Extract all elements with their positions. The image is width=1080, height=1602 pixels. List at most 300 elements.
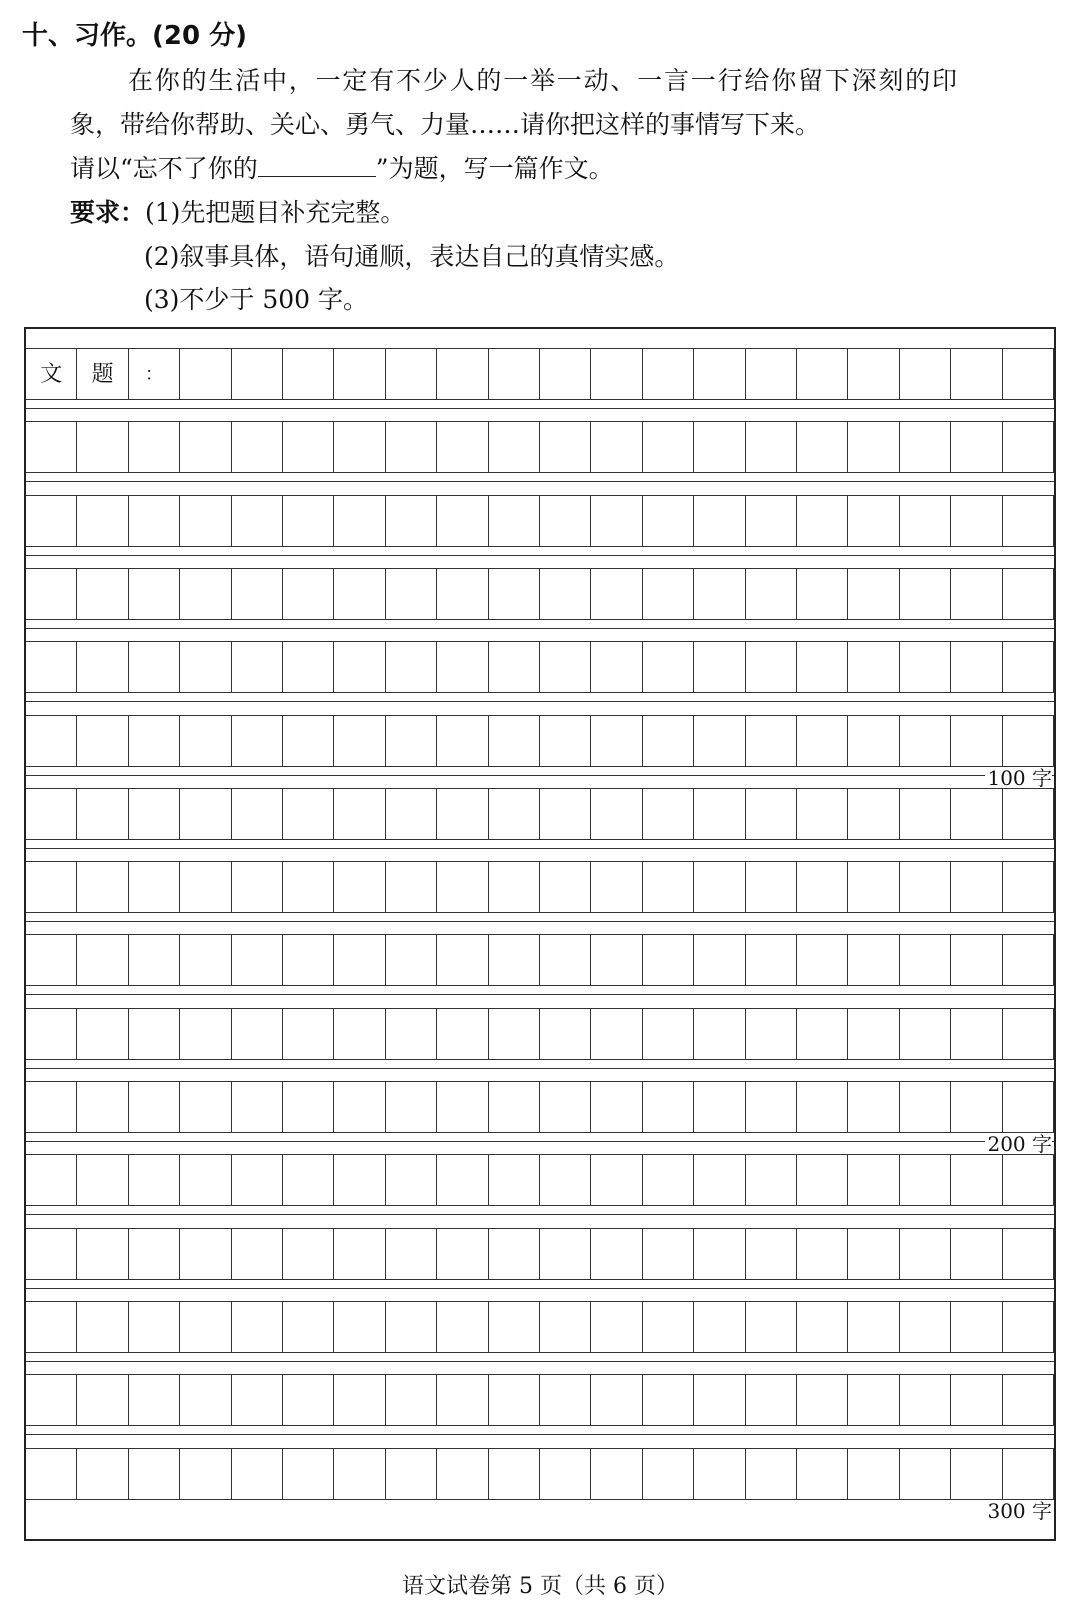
writing-cell[interactable] xyxy=(77,861,128,913)
writing-cell[interactable] xyxy=(283,1154,334,1206)
writing-cell[interactable] xyxy=(437,495,488,547)
writing-cell[interactable] xyxy=(334,568,385,620)
writing-cell[interactable] xyxy=(848,788,899,840)
writing-cell[interactable] xyxy=(129,1301,180,1353)
writing-cell[interactable] xyxy=(180,1081,231,1133)
writing-cell[interactable] xyxy=(591,495,642,547)
writing-cell[interactable] xyxy=(386,1008,437,1060)
writing-cell[interactable] xyxy=(232,788,283,840)
writing-cell[interactable] xyxy=(437,715,488,767)
writing-cell[interactable] xyxy=(900,715,951,767)
title-input-cell[interactable] xyxy=(643,348,694,400)
writing-cell[interactable] xyxy=(489,788,540,840)
writing-cell[interactable] xyxy=(848,421,899,473)
title-input-cell[interactable] xyxy=(386,348,437,400)
writing-cell[interactable] xyxy=(232,495,283,547)
writing-cell[interactable] xyxy=(283,715,334,767)
writing-cell[interactable] xyxy=(848,934,899,986)
writing-cell[interactable] xyxy=(797,934,848,986)
writing-cell[interactable] xyxy=(540,1301,591,1353)
writing-cell[interactable] xyxy=(283,1008,334,1060)
writing-cell[interactable] xyxy=(540,934,591,986)
writing-cell[interactable] xyxy=(26,934,77,986)
writing-cell[interactable] xyxy=(746,641,797,693)
writing-cell[interactable] xyxy=(129,1228,180,1280)
writing-cell[interactable] xyxy=(437,1081,488,1133)
writing-cell[interactable] xyxy=(26,1154,77,1206)
writing-cell[interactable] xyxy=(900,1154,951,1206)
writing-cell[interactable] xyxy=(232,861,283,913)
writing-cell[interactable] xyxy=(591,568,642,620)
writing-cell[interactable] xyxy=(951,1081,1002,1133)
writing-cell[interactable] xyxy=(283,421,334,473)
writing-cell[interactable] xyxy=(643,1301,694,1353)
writing-cell[interactable] xyxy=(129,641,180,693)
writing-cell[interactable] xyxy=(489,1374,540,1426)
writing-cell[interactable] xyxy=(848,715,899,767)
writing-cell[interactable] xyxy=(848,861,899,913)
writing-cell[interactable] xyxy=(437,934,488,986)
writing-cell[interactable] xyxy=(746,1374,797,1426)
writing-cell[interactable] xyxy=(26,715,77,767)
writing-cell[interactable] xyxy=(489,1008,540,1060)
writing-cell[interactable] xyxy=(900,1448,951,1500)
writing-cell[interactable] xyxy=(746,568,797,620)
writing-cell[interactable] xyxy=(951,1008,1002,1060)
title-blank[interactable] xyxy=(258,154,376,177)
writing-cell[interactable] xyxy=(900,934,951,986)
writing-cell[interactable] xyxy=(489,1448,540,1500)
title-input-cell[interactable] xyxy=(437,348,488,400)
writing-cell[interactable] xyxy=(1003,1448,1054,1500)
writing-cell[interactable] xyxy=(489,934,540,986)
writing-cell[interactable] xyxy=(951,495,1002,547)
writing-cell[interactable] xyxy=(951,861,1002,913)
writing-cell[interactable] xyxy=(232,641,283,693)
writing-cell[interactable] xyxy=(1003,1008,1054,1060)
writing-cell[interactable] xyxy=(951,715,1002,767)
writing-cell[interactable] xyxy=(1003,1081,1054,1133)
writing-cell[interactable] xyxy=(643,568,694,620)
writing-cell[interactable] xyxy=(232,568,283,620)
writing-cell[interactable] xyxy=(540,568,591,620)
writing-cell[interactable] xyxy=(643,495,694,547)
writing-cell[interactable] xyxy=(797,568,848,620)
writing-cell[interactable] xyxy=(283,861,334,913)
writing-cell[interactable] xyxy=(437,1008,488,1060)
writing-cell[interactable] xyxy=(386,1228,437,1280)
writing-cell[interactable] xyxy=(77,1008,128,1060)
writing-cell[interactable] xyxy=(77,1301,128,1353)
writing-cell[interactable] xyxy=(437,1301,488,1353)
title-input-cell[interactable] xyxy=(591,348,642,400)
writing-cell[interactable] xyxy=(386,421,437,473)
writing-cell[interactable] xyxy=(951,1228,1002,1280)
title-input-cell[interactable] xyxy=(283,348,334,400)
writing-cell[interactable] xyxy=(694,861,745,913)
writing-cell[interactable] xyxy=(848,1154,899,1206)
writing-cell[interactable] xyxy=(797,641,848,693)
writing-cell[interactable] xyxy=(1003,1301,1054,1353)
writing-cell[interactable] xyxy=(797,1081,848,1133)
writing-cell[interactable] xyxy=(540,641,591,693)
writing-cell[interactable] xyxy=(334,421,385,473)
writing-cell[interactable] xyxy=(797,1448,848,1500)
writing-cell[interactable] xyxy=(540,715,591,767)
writing-cell[interactable] xyxy=(180,715,231,767)
writing-cell[interactable] xyxy=(694,568,745,620)
writing-cell[interactable] xyxy=(232,1154,283,1206)
writing-cell[interactable] xyxy=(437,421,488,473)
writing-cell[interactable] xyxy=(848,641,899,693)
writing-cell[interactable] xyxy=(694,1301,745,1353)
writing-cell[interactable] xyxy=(232,1008,283,1060)
writing-cell[interactable] xyxy=(129,421,180,473)
writing-cell[interactable] xyxy=(437,1374,488,1426)
writing-cell[interactable] xyxy=(334,1301,385,1353)
writing-cell[interactable] xyxy=(180,1448,231,1500)
writing-cell[interactable] xyxy=(951,568,1002,620)
writing-cell[interactable] xyxy=(232,1448,283,1500)
writing-cell[interactable] xyxy=(848,568,899,620)
writing-cell[interactable] xyxy=(26,421,77,473)
writing-cell[interactable] xyxy=(746,934,797,986)
writing-cell[interactable] xyxy=(26,1448,77,1500)
writing-cell[interactable] xyxy=(334,1081,385,1133)
writing-cell[interactable] xyxy=(334,1374,385,1426)
writing-cell[interactable] xyxy=(232,934,283,986)
writing-cell[interactable] xyxy=(746,421,797,473)
writing-cell[interactable] xyxy=(26,641,77,693)
writing-cell[interactable] xyxy=(797,1301,848,1353)
writing-cell[interactable] xyxy=(1003,934,1054,986)
writing-cell[interactable] xyxy=(643,1374,694,1426)
writing-cell[interactable] xyxy=(643,788,694,840)
writing-cell[interactable] xyxy=(797,1154,848,1206)
writing-cell[interactable] xyxy=(77,1081,128,1133)
writing-cell[interactable] xyxy=(386,1301,437,1353)
writing-cell[interactable] xyxy=(334,1448,385,1500)
writing-cell[interactable] xyxy=(591,1374,642,1426)
title-input-cell[interactable] xyxy=(951,348,1002,400)
writing-cell[interactable] xyxy=(540,1081,591,1133)
writing-cell[interactable] xyxy=(26,788,77,840)
writing-cell[interactable] xyxy=(129,1448,180,1500)
writing-cell[interactable] xyxy=(1003,1374,1054,1426)
writing-cell[interactable] xyxy=(694,934,745,986)
writing-cell[interactable] xyxy=(746,1448,797,1500)
writing-cell[interactable] xyxy=(26,1301,77,1353)
writing-cell[interactable] xyxy=(180,1374,231,1426)
writing-cell[interactable] xyxy=(1003,1228,1054,1280)
writing-cell[interactable] xyxy=(180,788,231,840)
writing-cell[interactable] xyxy=(232,1301,283,1353)
writing-cell[interactable] xyxy=(1003,641,1054,693)
writing-cell[interactable] xyxy=(900,568,951,620)
writing-cell[interactable] xyxy=(643,715,694,767)
writing-cell[interactable] xyxy=(694,1154,745,1206)
writing-cell[interactable] xyxy=(540,1374,591,1426)
writing-cell[interactable] xyxy=(591,1228,642,1280)
writing-cell[interactable] xyxy=(334,1228,385,1280)
writing-cell[interactable] xyxy=(1003,1154,1054,1206)
writing-cell[interactable] xyxy=(77,1374,128,1426)
writing-cell[interactable] xyxy=(180,1301,231,1353)
writing-cell[interactable] xyxy=(591,934,642,986)
writing-cell[interactable] xyxy=(283,1301,334,1353)
writing-cell[interactable] xyxy=(797,421,848,473)
writing-cell[interactable] xyxy=(283,495,334,547)
writing-cell[interactable] xyxy=(797,1228,848,1280)
writing-cell[interactable] xyxy=(489,1228,540,1280)
writing-cell[interactable] xyxy=(540,1228,591,1280)
title-input-cell[interactable] xyxy=(694,348,745,400)
writing-cell[interactable] xyxy=(489,421,540,473)
writing-cell[interactable] xyxy=(540,421,591,473)
writing-cell[interactable] xyxy=(643,1448,694,1500)
writing-cell[interactable] xyxy=(129,861,180,913)
writing-cell[interactable] xyxy=(77,421,128,473)
writing-cell[interactable] xyxy=(437,788,488,840)
writing-cell[interactable] xyxy=(283,1374,334,1426)
writing-cell[interactable] xyxy=(77,934,128,986)
writing-cell[interactable] xyxy=(334,861,385,913)
writing-cell[interactable] xyxy=(26,1081,77,1133)
writing-cell[interactable] xyxy=(77,1448,128,1500)
title-input-cell[interactable] xyxy=(180,348,231,400)
writing-cell[interactable] xyxy=(334,1008,385,1060)
writing-cell[interactable] xyxy=(232,715,283,767)
writing-cell[interactable] xyxy=(900,641,951,693)
writing-cell[interactable] xyxy=(746,1008,797,1060)
writing-cell[interactable] xyxy=(694,1228,745,1280)
writing-cell[interactable] xyxy=(334,1154,385,1206)
writing-cell[interactable] xyxy=(386,934,437,986)
writing-cell[interactable] xyxy=(746,715,797,767)
writing-cell[interactable] xyxy=(489,1081,540,1133)
writing-cell[interactable] xyxy=(797,788,848,840)
writing-cell[interactable] xyxy=(386,495,437,547)
writing-cell[interactable] xyxy=(951,1448,1002,1500)
writing-cell[interactable] xyxy=(591,861,642,913)
writing-cell[interactable] xyxy=(900,1008,951,1060)
writing-cell[interactable] xyxy=(129,934,180,986)
writing-cell[interactable] xyxy=(489,1301,540,1353)
writing-cell[interactable] xyxy=(437,1154,488,1206)
writing-cell[interactable] xyxy=(951,934,1002,986)
writing-cell[interactable] xyxy=(180,568,231,620)
writing-cell[interactable] xyxy=(180,861,231,913)
writing-cell[interactable] xyxy=(797,1374,848,1426)
writing-cell[interactable] xyxy=(694,1374,745,1426)
writing-cell[interactable] xyxy=(643,1008,694,1060)
writing-cell[interactable] xyxy=(232,421,283,473)
writing-cell[interactable] xyxy=(386,568,437,620)
writing-cell[interactable] xyxy=(643,641,694,693)
writing-cell[interactable] xyxy=(129,715,180,767)
writing-cell[interactable] xyxy=(437,1228,488,1280)
writing-cell[interactable] xyxy=(180,1154,231,1206)
writing-cell[interactable] xyxy=(283,934,334,986)
writing-cell[interactable] xyxy=(643,1154,694,1206)
writing-cell[interactable] xyxy=(77,715,128,767)
writing-cell[interactable] xyxy=(900,1228,951,1280)
writing-cell[interactable] xyxy=(900,861,951,913)
writing-cell[interactable] xyxy=(797,495,848,547)
writing-cell[interactable] xyxy=(694,641,745,693)
writing-cell[interactable] xyxy=(643,421,694,473)
writing-cell[interactable] xyxy=(180,495,231,547)
writing-cell[interactable] xyxy=(129,1081,180,1133)
writing-cell[interactable] xyxy=(129,495,180,547)
writing-cell[interactable] xyxy=(1003,495,1054,547)
writing-cell[interactable] xyxy=(334,495,385,547)
writing-cell[interactable] xyxy=(489,641,540,693)
writing-cell[interactable] xyxy=(129,1008,180,1060)
writing-cell[interactable] xyxy=(900,1374,951,1426)
writing-cell[interactable] xyxy=(386,1448,437,1500)
writing-cell[interactable] xyxy=(900,1081,951,1133)
title-input-cell[interactable] xyxy=(797,348,848,400)
writing-cell[interactable] xyxy=(1003,715,1054,767)
writing-cell[interactable] xyxy=(129,568,180,620)
writing-cell[interactable] xyxy=(26,495,77,547)
writing-cell[interactable] xyxy=(386,1374,437,1426)
writing-cell[interactable] xyxy=(643,1228,694,1280)
writing-cell[interactable] xyxy=(694,788,745,840)
writing-cell[interactable] xyxy=(694,495,745,547)
writing-cell[interactable] xyxy=(746,1081,797,1133)
writing-cell[interactable] xyxy=(797,861,848,913)
writing-cell[interactable] xyxy=(180,1228,231,1280)
writing-cell[interactable] xyxy=(591,421,642,473)
title-input-cell[interactable] xyxy=(489,348,540,400)
writing-cell[interactable] xyxy=(746,861,797,913)
writing-cell[interactable] xyxy=(437,641,488,693)
writing-cell[interactable] xyxy=(1003,861,1054,913)
writing-cell[interactable] xyxy=(77,568,128,620)
writing-cell[interactable] xyxy=(746,1228,797,1280)
writing-cell[interactable] xyxy=(129,788,180,840)
writing-cell[interactable] xyxy=(694,1448,745,1500)
writing-cell[interactable] xyxy=(232,1374,283,1426)
writing-cell[interactable] xyxy=(951,1301,1002,1353)
writing-cell[interactable] xyxy=(694,1008,745,1060)
writing-cell[interactable] xyxy=(77,1154,128,1206)
writing-cell[interactable] xyxy=(180,1008,231,1060)
writing-cell[interactable] xyxy=(540,1008,591,1060)
writing-cell[interactable] xyxy=(489,568,540,620)
writing-cell[interactable] xyxy=(334,788,385,840)
writing-cell[interactable] xyxy=(540,1448,591,1500)
writing-cell[interactable] xyxy=(180,421,231,473)
writing-cell[interactable] xyxy=(77,641,128,693)
writing-cell[interactable] xyxy=(848,1448,899,1500)
writing-cell[interactable] xyxy=(26,1374,77,1426)
writing-cell[interactable] xyxy=(283,1228,334,1280)
writing-cell[interactable] xyxy=(283,1448,334,1500)
writing-cell[interactable] xyxy=(848,495,899,547)
writing-cell[interactable] xyxy=(591,1301,642,1353)
writing-cell[interactable] xyxy=(694,1081,745,1133)
writing-cell[interactable] xyxy=(77,495,128,547)
writing-cell[interactable] xyxy=(643,1081,694,1133)
writing-cell[interactable] xyxy=(848,1228,899,1280)
writing-cell[interactable] xyxy=(386,1081,437,1133)
writing-cell[interactable] xyxy=(540,495,591,547)
writing-cell[interactable] xyxy=(797,1008,848,1060)
writing-cell[interactable] xyxy=(746,1154,797,1206)
writing-cell[interactable] xyxy=(643,861,694,913)
writing-cell[interactable] xyxy=(643,934,694,986)
writing-cell[interactable] xyxy=(334,641,385,693)
writing-cell[interactable] xyxy=(334,715,385,767)
writing-cell[interactable] xyxy=(540,1154,591,1206)
writing-cell[interactable] xyxy=(386,641,437,693)
writing-cell[interactable] xyxy=(489,861,540,913)
writing-cell[interactable] xyxy=(746,495,797,547)
writing-cell[interactable] xyxy=(1003,421,1054,473)
writing-cell[interactable] xyxy=(746,1301,797,1353)
writing-cell[interactable] xyxy=(283,788,334,840)
writing-cell[interactable] xyxy=(386,788,437,840)
writing-cell[interactable] xyxy=(591,1081,642,1133)
writing-cell[interactable] xyxy=(437,1448,488,1500)
writing-cell[interactable] xyxy=(283,641,334,693)
writing-cell[interactable] xyxy=(951,641,1002,693)
writing-cell[interactable] xyxy=(951,788,1002,840)
writing-cell[interactable] xyxy=(591,1154,642,1206)
title-input-cell[interactable] xyxy=(900,348,951,400)
title-input-cell[interactable] xyxy=(232,348,283,400)
writing-cell[interactable] xyxy=(591,1448,642,1500)
writing-cell[interactable] xyxy=(26,1008,77,1060)
writing-cell[interactable] xyxy=(129,1374,180,1426)
writing-cell[interactable] xyxy=(283,568,334,620)
title-input-cell[interactable] xyxy=(848,348,899,400)
writing-cell[interactable] xyxy=(540,788,591,840)
writing-cell[interactable] xyxy=(591,641,642,693)
writing-cell[interactable] xyxy=(951,1154,1002,1206)
writing-cell[interactable] xyxy=(489,495,540,547)
writing-cell[interactable] xyxy=(1003,568,1054,620)
writing-cell[interactable] xyxy=(591,788,642,840)
writing-cell[interactable] xyxy=(386,861,437,913)
writing-cell[interactable] xyxy=(26,568,77,620)
writing-cell[interactable] xyxy=(900,421,951,473)
writing-cell[interactable] xyxy=(900,1301,951,1353)
writing-cell[interactable] xyxy=(797,715,848,767)
writing-cell[interactable] xyxy=(437,568,488,620)
writing-cell[interactable] xyxy=(386,715,437,767)
title-input-cell[interactable] xyxy=(334,348,385,400)
writing-cell[interactable] xyxy=(848,1301,899,1353)
writing-cell[interactable] xyxy=(77,788,128,840)
writing-cell[interactable] xyxy=(848,1081,899,1133)
writing-cell[interactable] xyxy=(591,1008,642,1060)
writing-cell[interactable] xyxy=(26,1228,77,1280)
writing-cell[interactable] xyxy=(848,1374,899,1426)
writing-cell[interactable] xyxy=(129,1154,180,1206)
writing-cell[interactable] xyxy=(283,1081,334,1133)
writing-cell[interactable] xyxy=(848,1008,899,1060)
writing-cell[interactable] xyxy=(746,788,797,840)
writing-cell[interactable] xyxy=(180,934,231,986)
writing-cell[interactable] xyxy=(951,1374,1002,1426)
writing-cell[interactable] xyxy=(540,861,591,913)
writing-cell[interactable] xyxy=(1003,788,1054,840)
writing-cell[interactable] xyxy=(334,934,385,986)
